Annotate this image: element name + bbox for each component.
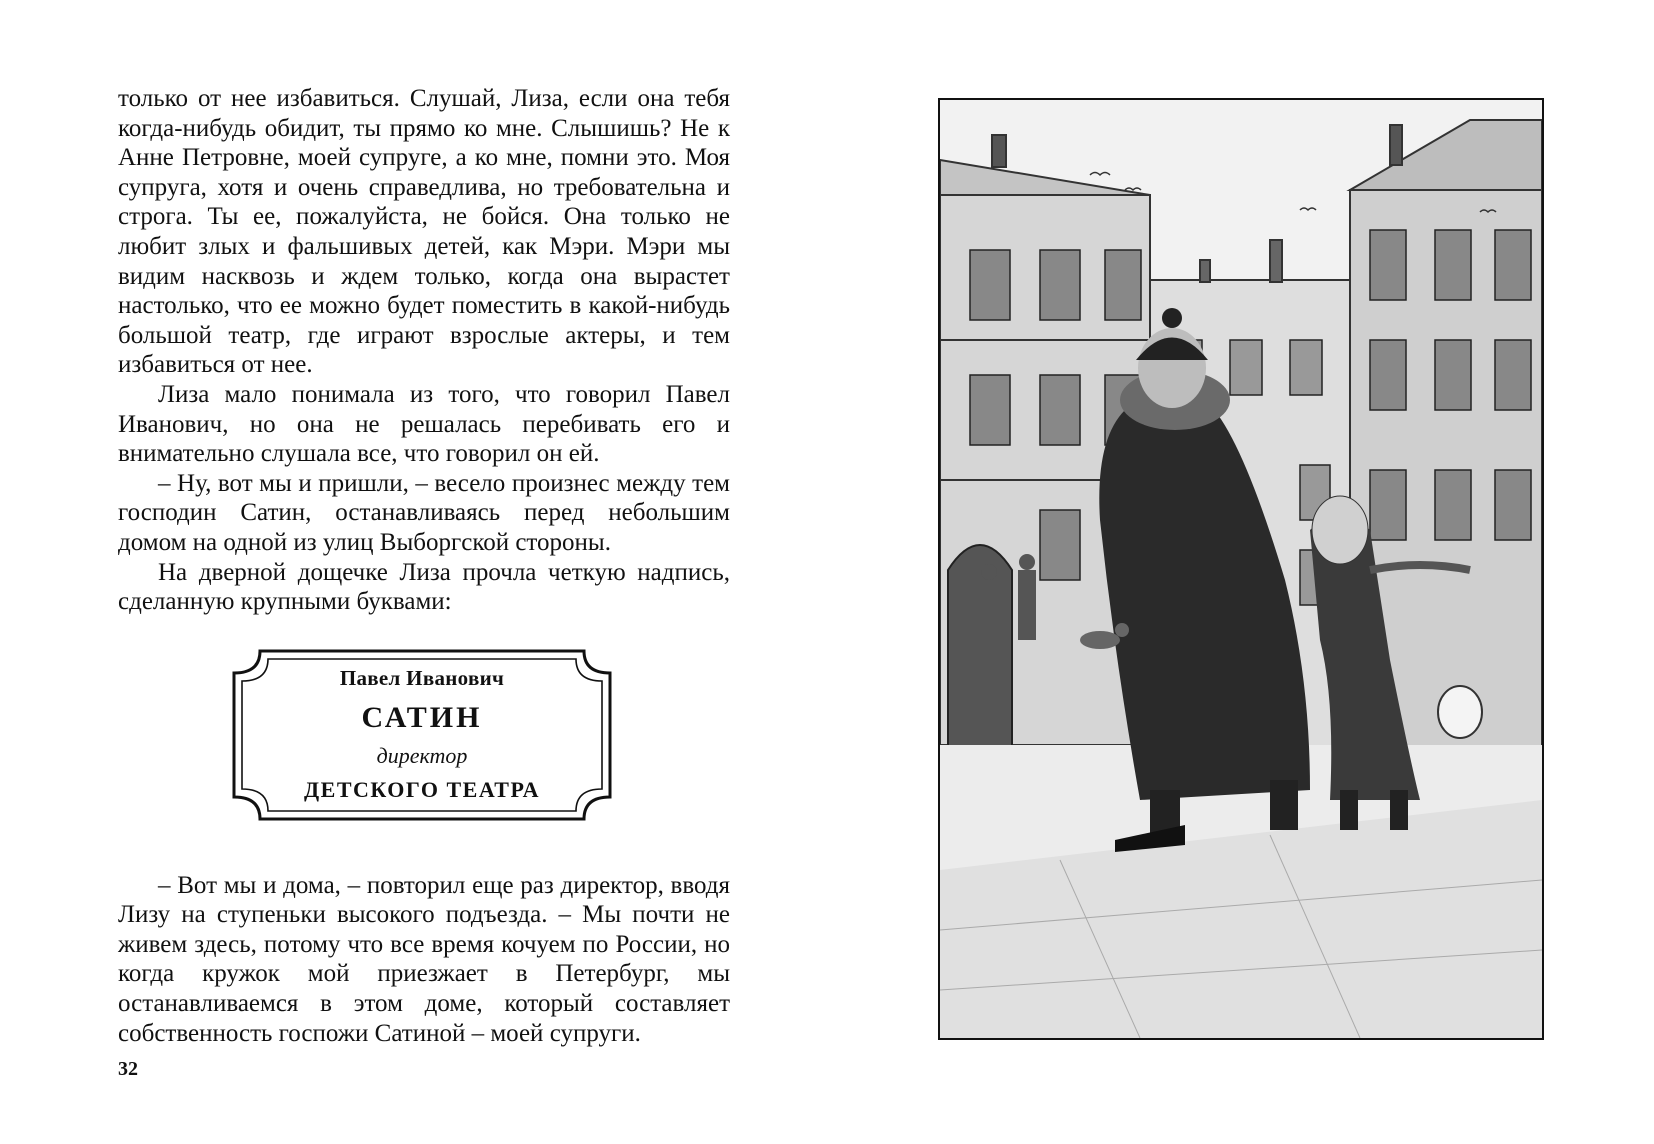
arched-doorway bbox=[948, 545, 1012, 760]
right-building-windows bbox=[1370, 230, 1531, 540]
plaque-theatre: ДЕТСКОГО ТЕАТРА bbox=[304, 777, 540, 803]
plaque-name: Павел Иванович bbox=[339, 666, 505, 691]
paragraph-4: На дверной дощечке Лиза прочла четкую надпись, сделанную крупными буквами: bbox=[118, 558, 730, 616]
paragraph-1: только от нее избавиться. Слушай, Лиза, если она тебя когда-нибудь обидит, ты прямо ко мне. Слышишь? Не к Анне Петровне, моей супруге, а ко мне, помни это. Моя супруга, хотя и очень справедлива, но требовательна и строга. Ты ее, пожалуйста, не бойся. Она только не любит злых и фальшивых детей, как Мэри. Мэри мы видим насквозь и ждем только, когда она вырастет настолько, что ее можно будет поместить в какой-нибудь большой театр, где играют взрослые актеры, и тем избавиться от нее. bbox=[118, 85, 730, 379]
paragraph-3: – Ну, вот мы и пришли, – весело произнес между тем господин Сатин, останавливаясь перед небольшим домом на одной из улиц Выборгской стороны. bbox=[118, 469, 730, 556]
plaque-text bbox=[230, 647, 614, 823]
door-plaque bbox=[230, 647, 614, 823]
street-scene-drawing bbox=[940, 100, 1542, 1038]
illustration bbox=[938, 98, 1544, 1040]
page-number: 32 bbox=[118, 1058, 138, 1080]
paragraph-5: – Вот мы и дома, – повторил еще раз директор, вводя Лизу на ступеньки высокого подъезда. – Мы почти не живем здесь, потому что все время кочуем по России, но когда кружок мой приезжает в Петербург, мы останавливаемся в этом доме, который составляет собственность госпожи Сатиной – моей супруги. bbox=[118, 871, 730, 1047]
paragraph-2: Лиза мало понимала из того, что говорил Павел Иванович, но она не решалась перебивать его и внимательно слушала все, что говорил он ей. bbox=[118, 380, 730, 468]
plaque-role: директор bbox=[376, 743, 468, 769]
plaque-surname: САТИН bbox=[361, 701, 483, 735]
left-page bbox=[118, 84, 730, 1048]
